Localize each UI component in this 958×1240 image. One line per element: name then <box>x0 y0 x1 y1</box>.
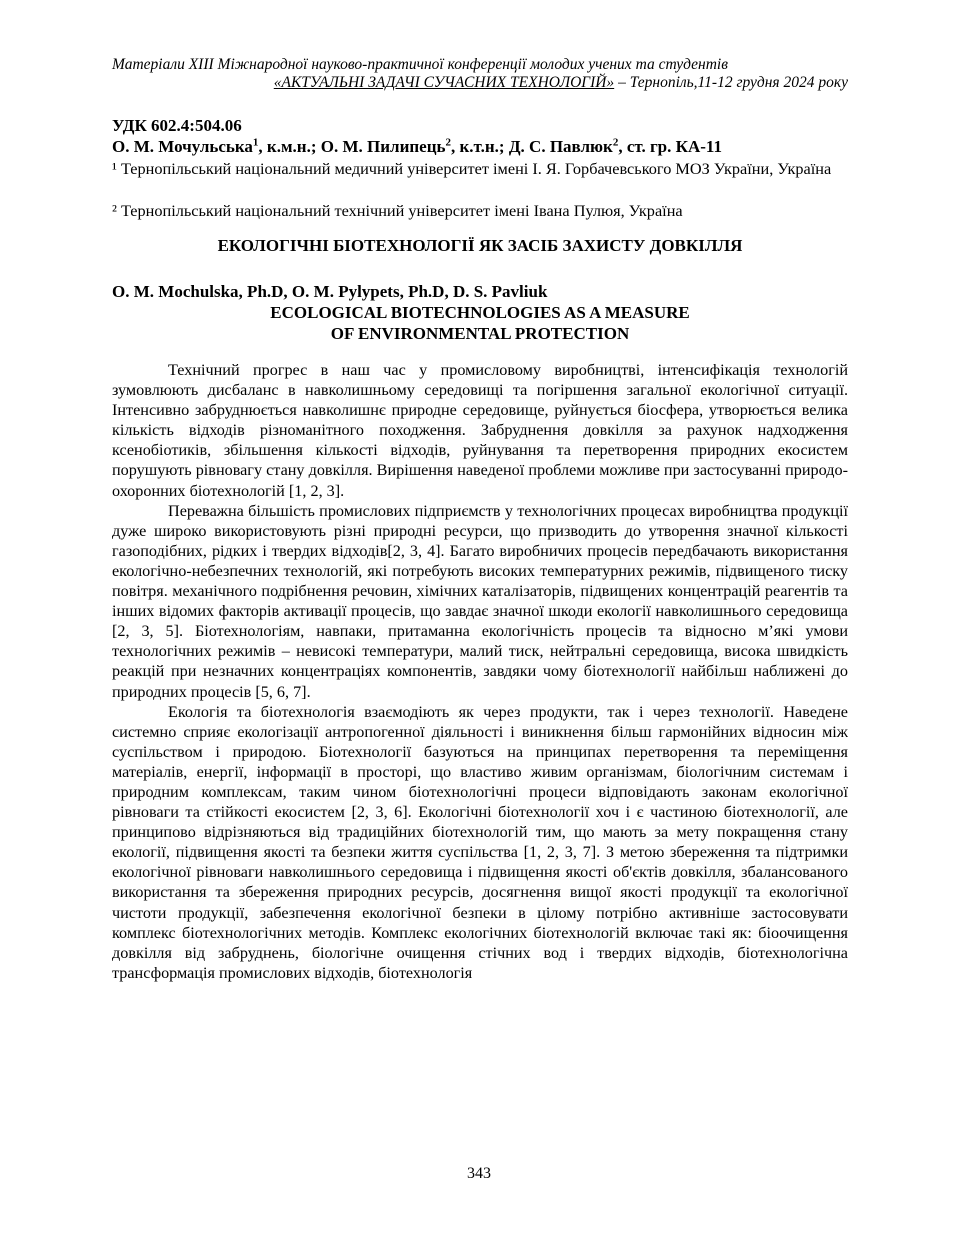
author-1-name: О. М. Мочульська <box>112 137 253 156</box>
author-1-affiliation-mark: 1 <box>252 136 259 149</box>
header-conference-title: «АКТУАЛЬНІ ЗАДАЧІ СУЧАСНИХ ТЕХНОЛОГІЙ» <box>273 74 615 91</box>
header-place-date: – Тернопіль,11-12 грудня 2024 року <box>614 74 848 91</box>
author-3-name: Д. С. Павлюк <box>508 137 613 156</box>
author-2-degree: , к.т.н.; <box>451 137 509 156</box>
page-number: 343 <box>467 1165 491 1182</box>
author-list-ua <box>112 137 848 157</box>
header-conference-title-line <box>112 74 848 92</box>
author-2-affiliation-mark: 2 <box>445 136 452 149</box>
body-paragraph-1: Технічний прогрес в наш час у промисловому виробництві, інтенсифікація технологій зумовлюють дисбаланс в навколишньому середовищі та погіршення загальної екологічної ситуації. Інтенсивно забруднюється навколишнє природне середовище, руйнується біосфера, утворюється велика кількість відходів різноманітного походження. Забруднення довкілля за рахунок надходження ксенобіотиків, збільшення кількості відходів, руйнування та перетворення природних екосистем порушують рівновагу стану довкілля. Вирішення наведеної проблеми можливе при застосуванні природо-охоронних біотехнологій [1, 2, 3]. <box>112 361 848 500</box>
running-header <box>112 56 848 92</box>
author-list-en: O. M. Mochulska, Ph.D, O. M. Pylypets, Ph.D, D. S. Pavliuk <box>112 282 548 301</box>
author-2-name: О. М. Пилипець <box>320 137 446 156</box>
paper-body <box>112 360 848 983</box>
body-paragraph-3: Екологія та біотехнологія взаємодіють як через продукти, так і через технології. Наведене системно сприяє екологізації антропогенної діяльності і виникнення більш гармонійних відносин між суспільством і природою. Біотехнології базуються на принципах перетворення та переміщення матеріалів, енергії, інформації в просторі, що властиво живим організмам, біологічним системам і природним комплексам, таким чином біотехнологічні процеси відповідають законам екологічної рівноваги та стійкості екосистем [2, 3, 6]. Екологічні біотехнології хоч і є частиною біотехнології, але принципово відрізняються від традиційних біотехнологій тим, що мають за мету покращення стану екології, підвищення якості та безпеки життя суспільства [1, 2, 3, 7]. З метою збереження та підтримки екологічної рівноваги навколишнього середовища і підвищення якості об'єктів довкілля, збалансованого використання та збереження природних ресурсів, досягнення вищої якості продукції та екологічної чистоти продукції, забезпечення екологічної безпеки в цілому потрібно активніше застосовувати комплекс біотехнологічних методів. Комплекс екологічних біотехнологій включає такі як: біоочищення довкілля від забруднень, біологічне очищення стічних вод і твердих відходів, біотехнологічна трансформація промислових відходів, біотехнологія <box>112 702 848 982</box>
affiliation-2: ² Тернопільський національний технічний університет імені Івана Пулюя, Україна <box>112 201 683 220</box>
paper-title-en-line-1: ECOLOGICAL BIOTECHNOLOGIES AS A MEASURE <box>270 303 690 322</box>
author-3-affiliation-mark: 2 <box>612 136 619 149</box>
body-paragraph-2: Переважна більшість промислових підприємств у технологічних процесах виробництва продукції дуже широко використовують різні природні ресурси, що призводить до утворення значної кількості газоподібних, рідких і твердих відходів[2, 3, 4]. Багато виробничих процесів передбачають використання екологічно-небезпечних технологій, які потребують високих температурних режимів, підвищеного тиску повітря. механічного подрібнення речовин, хімічних каталізаторів, підвищених концентрацій реагентів та інших відомих факторів активації процесів, що завдає значної шкоди екології навколишнього середовища [2, 3, 5]. Біотехнологіям, навпаки, притаманна екологічність процесів та відносно м’які умови технологічних режимів – невисокі температури, малий тиск, нейтральні середовища, висока швидкість реакцій при незначних концентраціях компонентів, завдяки чому біотехнології найбільш наближені до природних процесів [5, 6, 7]. <box>112 501 848 701</box>
paper-title-en <box>112 302 848 344</box>
header-conference-line: Матеріали XIII Міжнародної науково-практичної конференції молодих учених та студентів <box>112 56 728 73</box>
author-1-degree: , к.м.н.; <box>258 137 321 156</box>
udk-code: УДК 602.4:504.06 <box>112 116 242 135</box>
affiliation-1: ¹ Тернопільський національний медичний університет імені І. Я. Горбачевського МОЗ України, Україна <box>112 159 832 178</box>
paper-title-ua: ЕКОЛОГІЧНІ БІОТЕХНОЛОГІЇ ЯК ЗАСІБ ЗАХИСТУ ДОВКІЛЛЯ <box>217 236 743 255</box>
author-3-group: , ст. гр. КА-11 <box>618 137 722 156</box>
paper-title-en-line-2: OF ENVIRONMENTAL PROTECTION <box>330 324 630 343</box>
